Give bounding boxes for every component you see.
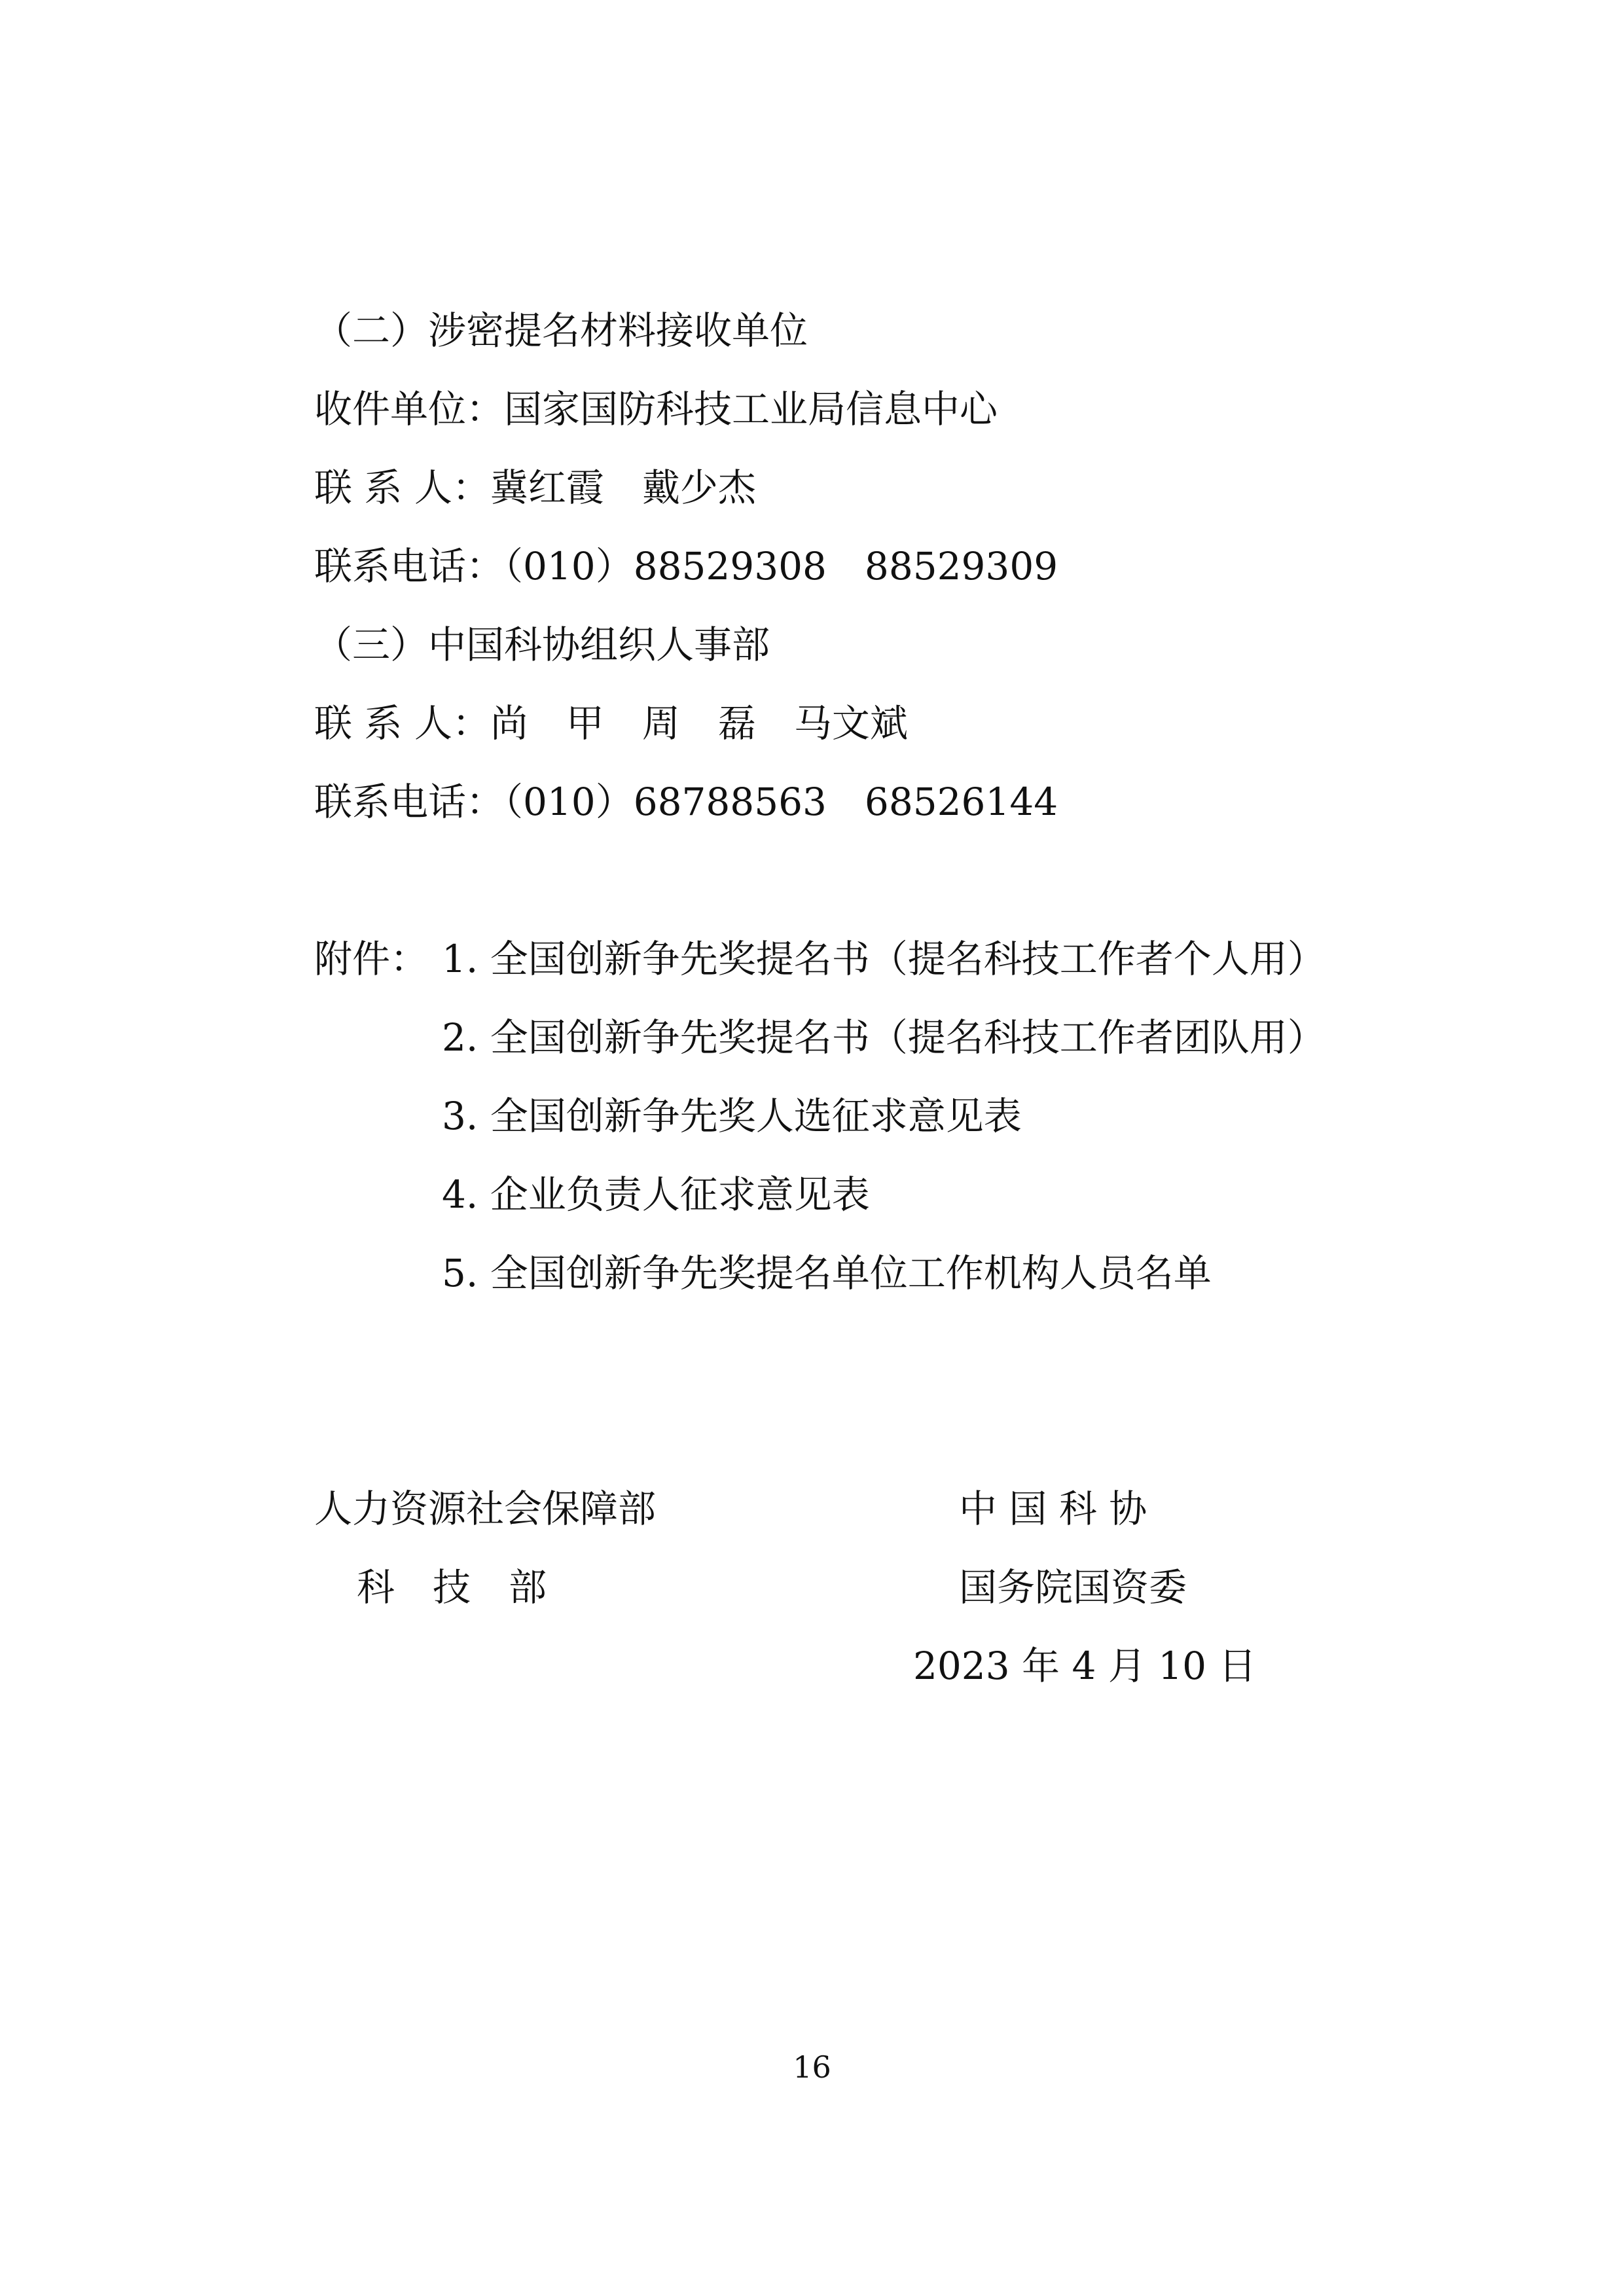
- attachment-item-1: 1. 全国创新争先奖提名书（提名科技工作者个人用）: [442, 937, 1326, 981]
- section2-phone: 联系电话：（010）88529308 88529309: [314, 544, 1058, 588]
- attachment-item-2: 2. 全国创新争先奖提名书（提名科技工作者团队用）: [442, 1015, 1326, 1060]
- signature-left-ministry-tech: 科 技 部: [357, 1565, 547, 1610]
- section2-heading: （二）涉密提名材料接收单位: [314, 308, 808, 353]
- page-number: 16: [793, 2049, 831, 2085]
- signature-right-cast: 中 国 科 协: [959, 1487, 1147, 1531]
- section3-heading: （三）中国科协组织人事部: [314, 622, 770, 667]
- attachment-item-5: 5. 全国创新争先奖提名单位工作机构人员名单: [442, 1251, 1212, 1295]
- attachment-item-4: 4. 企业负责人征求意见表: [442, 1172, 870, 1217]
- document-date: 2023 年 4 月 10 日: [913, 1644, 1257, 1688]
- section3-contacts: 联 系 人：尚 甲 周 磊 马文斌: [314, 701, 908, 746]
- signature-left-ministry-hr: 人力资源社会保障部: [314, 1487, 657, 1531]
- section2-contacts: 联 系 人：冀红霞 戴少杰: [314, 465, 756, 510]
- attachments-label: 附件：: [314, 937, 429, 981]
- section3-phone: 联系电话：（010）68788563 68526144: [314, 780, 1058, 824]
- section2-receiver: 收件单位：国家国防科技工业局信息中心: [314, 387, 998, 431]
- signature-right-sasac: 国务院国资委: [959, 1565, 1187, 1610]
- attachment-item-3: 3. 全国创新争先奖人选征求意见表: [442, 1094, 1022, 1138]
